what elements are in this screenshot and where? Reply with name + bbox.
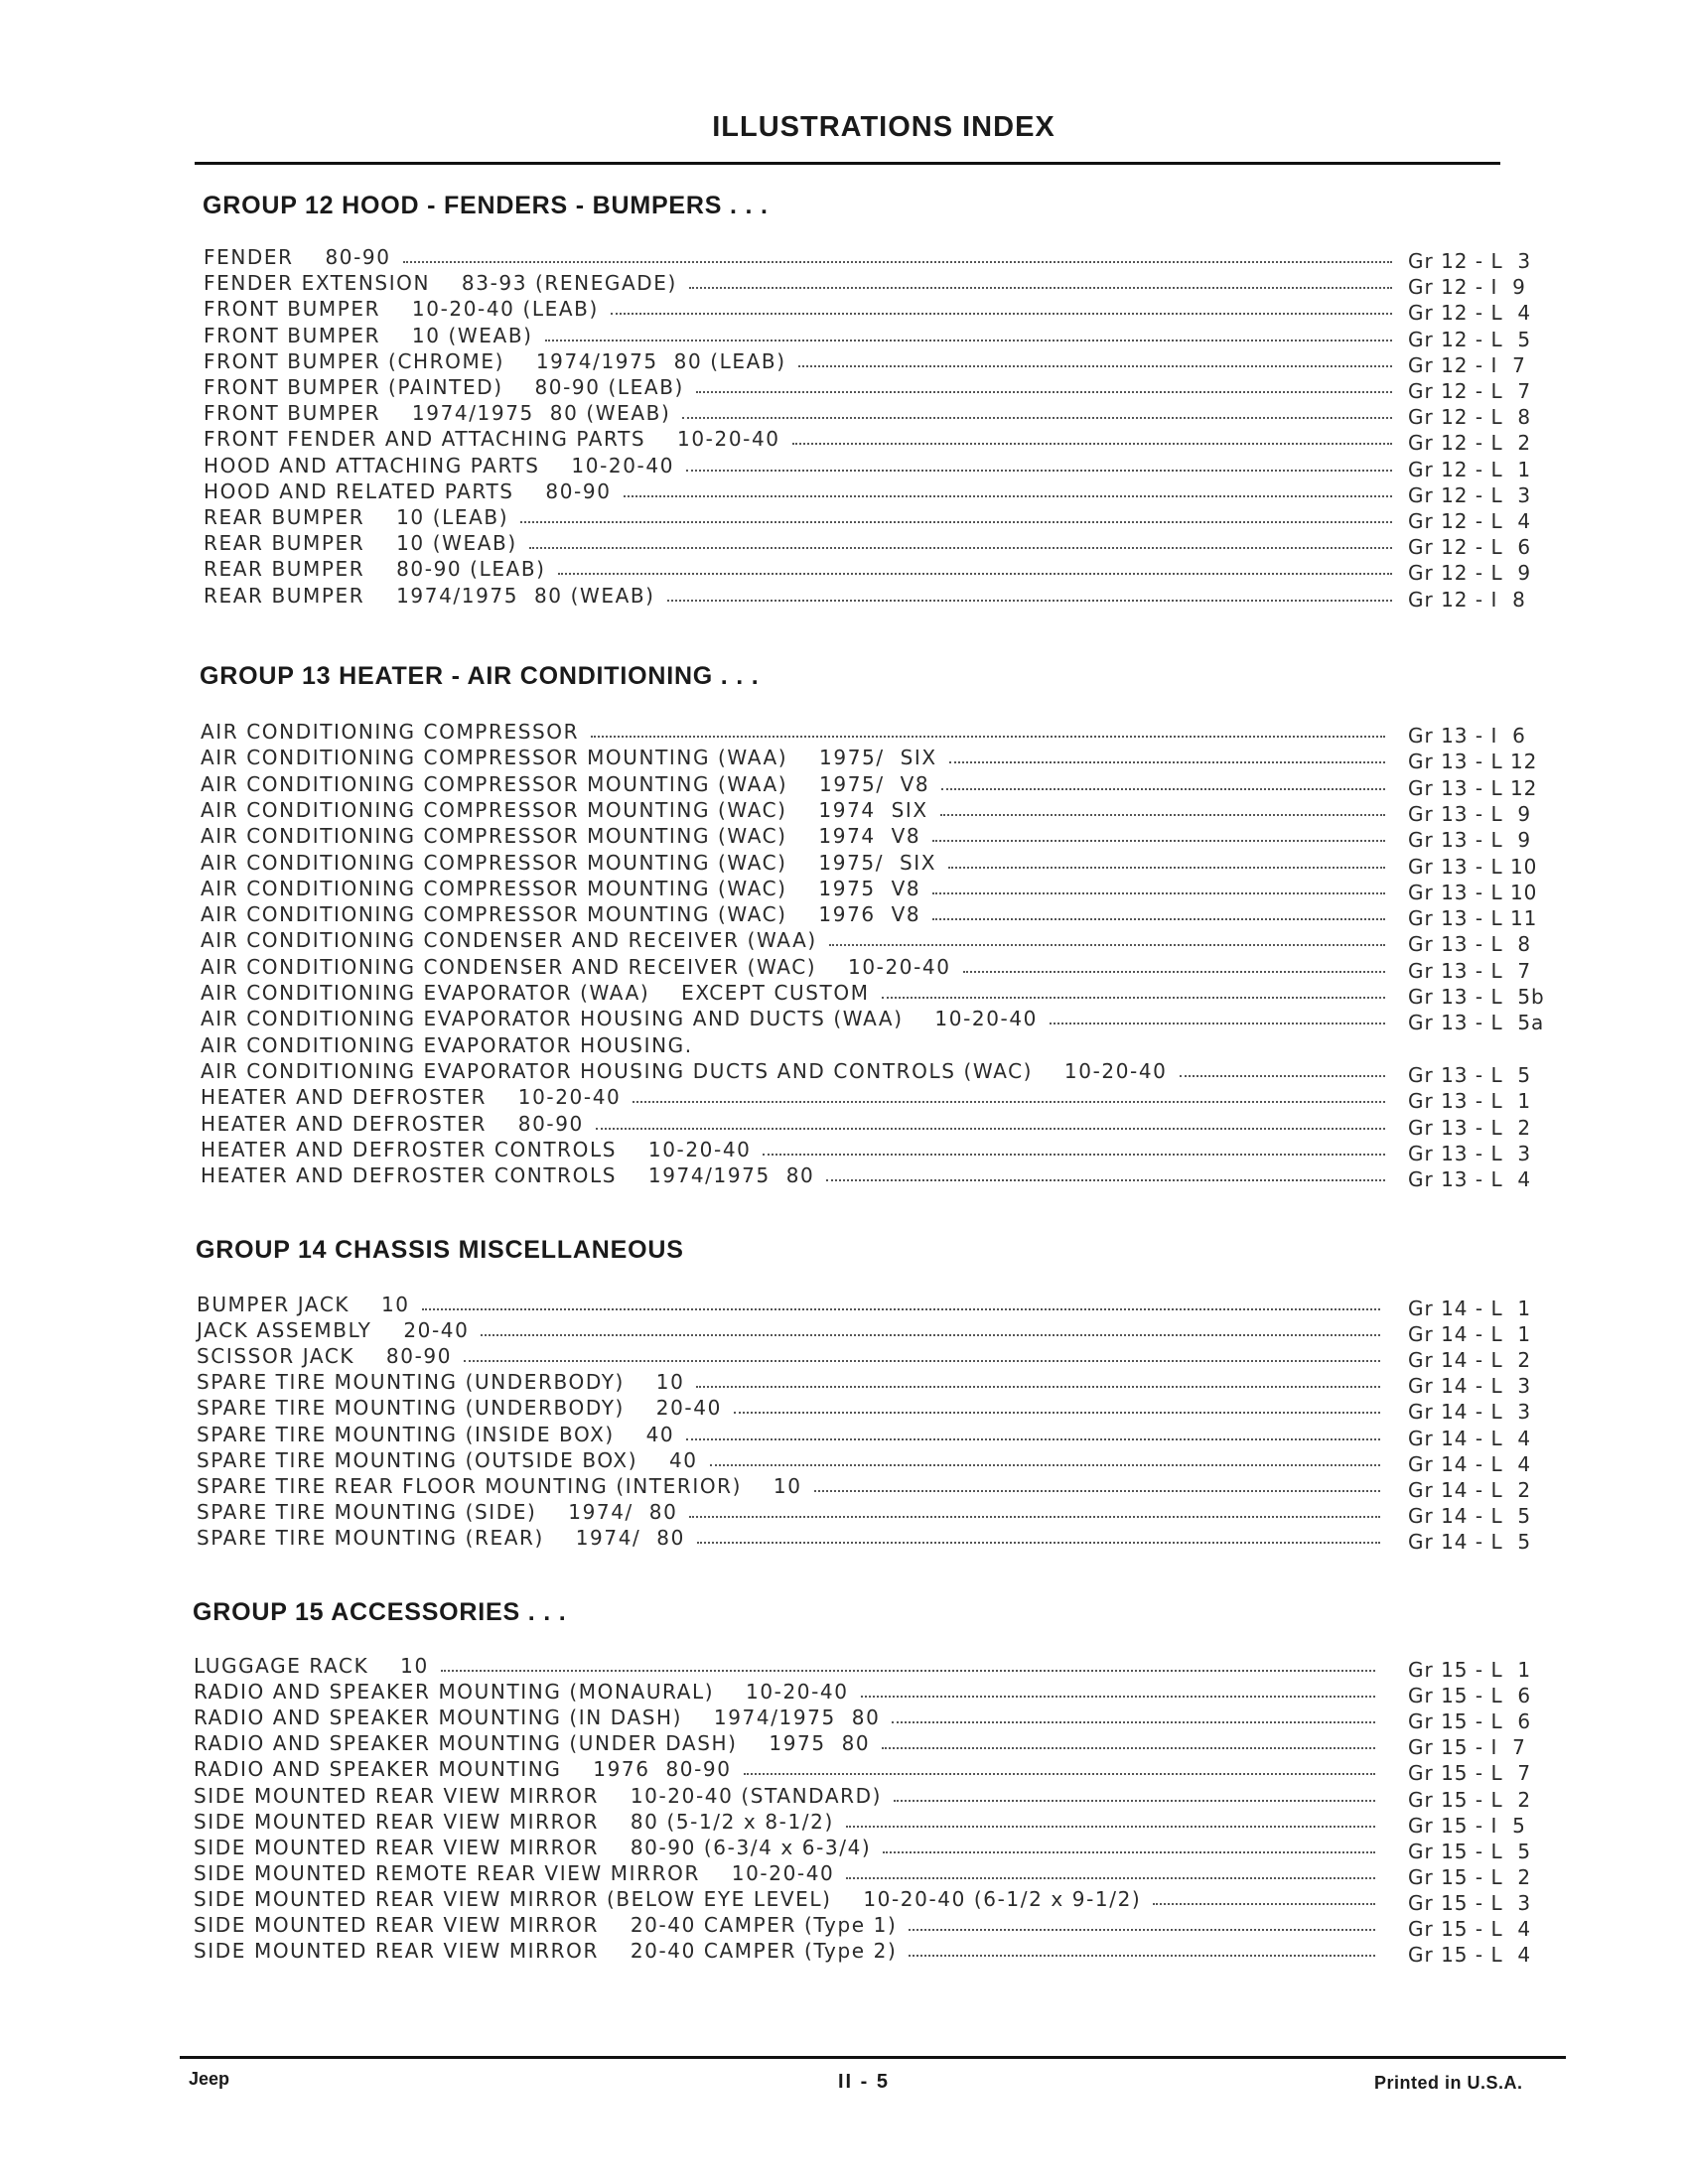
index-entry bbox=[0, 1810, 1688, 1836]
entry-reference: Gr 14 - L 5 bbox=[1408, 1530, 1532, 1554]
entry-reference: Gr 12 - L 9 bbox=[1408, 561, 1532, 585]
entry-reference: Gr 13 - L 12 bbox=[1408, 750, 1538, 773]
entry-reference: Gr 15 - L 7 bbox=[1408, 1761, 1532, 1785]
entry-reference: Gr 12 - I 7 bbox=[1408, 353, 1526, 377]
entry-reference: Gr 12 - L 7 bbox=[1408, 379, 1532, 403]
entry-reference: Gr 13 - L 10 bbox=[1408, 881, 1538, 904]
entry-description: AIR CONDITIONING CONDENSER AND RECEIVER (WAC) 10-20-40 bbox=[201, 955, 951, 979]
entry-description: RADIO AND SPEAKER MOUNTING (IN DASH) 1974/1975 80 bbox=[194, 1706, 881, 1729]
entry-description: AIR CONDITIONING COMPRESSOR MOUNTING (WAC) 1975/ SIX bbox=[201, 851, 937, 875]
entry-reference: Gr 13 - L 5 bbox=[1408, 1063, 1532, 1087]
entry-reference: Gr 15 - L 6 bbox=[1408, 1709, 1532, 1733]
entry-description: AIR CONDITIONING COMPRESSOR MOUNTING (WAC) 1974 SIX bbox=[201, 798, 928, 822]
entry-reference: Gr 12 - L 6 bbox=[1408, 535, 1532, 559]
dot-leader bbox=[894, 1794, 1375, 1802]
dot-leader bbox=[763, 1148, 1385, 1156]
entry-reference: Gr 13 - L 11 bbox=[1408, 906, 1538, 930]
index-entry bbox=[0, 1939, 1688, 1965]
index-entry bbox=[0, 401, 1688, 427]
entry-description: HEATER AND DEFROSTER 80-90 bbox=[201, 1112, 584, 1136]
entry-description: AIR CONDITIONING COMPRESSOR MOUNTING (WAC) 1976 V8 bbox=[201, 902, 921, 926]
dot-leader bbox=[689, 1510, 1380, 1518]
index-entry bbox=[0, 531, 1688, 557]
index-entry bbox=[0, 1500, 1688, 1526]
entry-reference: Gr 12 - L 1 bbox=[1408, 458, 1532, 481]
entry-description: SCISSOR JACK 80-90 bbox=[197, 1344, 453, 1368]
entry-description: AIR CONDITIONING EVAPORATOR HOUSING DUCTS AND CONTROLS (WAC) 10-20-40 bbox=[201, 1059, 1168, 1083]
group-heading: GROUP 12 HOOD - FENDERS - BUMPERS . . . bbox=[203, 192, 769, 219]
dot-leader bbox=[932, 834, 1385, 842]
entry-description: REAR BUMPER 10 (WEAB) bbox=[204, 531, 517, 555]
entry-description: AIR CONDITIONING COMPRESSOR MOUNTING (WAC) 1975 V8 bbox=[201, 877, 921, 900]
entry-reference: Gr 13 - L 7 bbox=[1408, 959, 1532, 983]
entry-description: FRONT BUMPER (CHROME) 1974/1975 80 (LEAB) bbox=[204, 349, 786, 373]
dot-leader bbox=[596, 1122, 1385, 1130]
entry-description: AIR CONDITIONING EVAPORATOR (WAA) EXCEPT CUSTOM bbox=[201, 981, 870, 1005]
dot-leader bbox=[963, 965, 1385, 973]
entry-reference: Gr 14 - L 2 bbox=[1408, 1478, 1532, 1502]
entry-reference: Gr 12 - L 3 bbox=[1408, 249, 1532, 273]
dot-leader bbox=[710, 1458, 1380, 1466]
index-entry bbox=[0, 1318, 1688, 1344]
entry-reference: Gr 13 - L 8 bbox=[1408, 932, 1532, 956]
entry-description: LUGGAGE RACK 10 bbox=[194, 1654, 429, 1678]
entry-reference: Gr 12 - L 2 bbox=[1408, 431, 1532, 455]
index-entry bbox=[0, 271, 1688, 297]
index-entry bbox=[0, 324, 1688, 349]
index-entry bbox=[0, 1423, 1688, 1448]
entry-description: SIDE MOUNTED REAR VIEW MIRROR 80 (5-1/2 x 8-1/2) bbox=[194, 1810, 834, 1834]
dot-leader bbox=[909, 1923, 1375, 1931]
dot-leader bbox=[744, 1767, 1375, 1775]
entry-reference: Gr 15 - I 7 bbox=[1408, 1735, 1526, 1759]
dot-leader bbox=[932, 912, 1385, 920]
entry-reference: Gr 14 - L 5 bbox=[1408, 1504, 1532, 1528]
entry-reference: Gr 15 - I 5 bbox=[1408, 1814, 1526, 1838]
entry-description: SPARE TIRE MOUNTING (UNDERBODY) 10 bbox=[197, 1370, 685, 1394]
index-entry bbox=[0, 1059, 1688, 1085]
dot-leader bbox=[481, 1328, 1380, 1336]
dot-leader bbox=[558, 567, 1392, 575]
entry-description: HEATER AND DEFROSTER 10-20-40 bbox=[201, 1085, 622, 1109]
index-entry bbox=[0, 1033, 1688, 1059]
index-entry bbox=[0, 772, 1688, 798]
page-title: ILLUSTRATIONS INDEX bbox=[712, 111, 1055, 143]
index-entry bbox=[0, 1138, 1688, 1163]
dot-leader bbox=[948, 861, 1385, 869]
entry-description: REAR BUMPER 10 (LEAB) bbox=[204, 505, 509, 529]
index-entry bbox=[0, 1836, 1688, 1861]
entry-description: AIR CONDITIONING COMPRESSOR MOUNTING (WAA) 1975/ V8 bbox=[201, 772, 930, 796]
entry-description: AIR CONDITIONING COMPRESSOR bbox=[201, 720, 580, 744]
entry-description: SIDE MOUNTED REAR VIEW MIRROR (BELOW EYE LEVEL) 10-20-40 (6-1/2 x 9-1/2) bbox=[194, 1887, 1142, 1911]
entry-description: SPARE TIRE REAR FLOOR MOUNTING (INTERIOR) 10 bbox=[197, 1474, 802, 1498]
index-entry bbox=[0, 1731, 1688, 1757]
entry-reference: Gr 13 - L 5b bbox=[1408, 985, 1545, 1009]
index-entry bbox=[0, 1293, 1688, 1318]
index-entry bbox=[0, 1007, 1688, 1032]
dot-leader bbox=[829, 938, 1385, 946]
entry-description: BUMPER JACK 10 bbox=[197, 1293, 410, 1316]
index-entry bbox=[0, 297, 1688, 323]
index-entry bbox=[0, 1448, 1688, 1474]
index-entry bbox=[0, 798, 1688, 824]
index-entry bbox=[0, 1112, 1688, 1138]
entry-description: AIR CONDITIONING CONDENSER AND RECEIVER (WAA) bbox=[201, 928, 817, 952]
entry-description: HOOD AND RELATED PARTS 80-90 bbox=[204, 479, 612, 503]
index-entry bbox=[0, 584, 1688, 610]
index-entry bbox=[0, 1887, 1688, 1913]
index-entry bbox=[0, 375, 1688, 401]
entry-reference: Gr 15 - L 2 bbox=[1408, 1865, 1532, 1889]
dot-leader bbox=[696, 1380, 1380, 1388]
entry-reference: Gr 12 - L 8 bbox=[1408, 405, 1532, 429]
dot-leader bbox=[611, 307, 1392, 315]
dot-leader bbox=[932, 887, 1385, 894]
entry-reference: Gr 12 - L 3 bbox=[1408, 483, 1532, 507]
page-number: II - 5 bbox=[837, 2071, 890, 2093]
dot-leader bbox=[633, 1095, 1385, 1103]
dot-leader bbox=[686, 1433, 1380, 1440]
entry-reference: Gr 14 - L 1 bbox=[1408, 1322, 1532, 1346]
index-entry bbox=[0, 1370, 1688, 1396]
entry-reference: Gr 14 - L 4 bbox=[1408, 1427, 1532, 1450]
index-entry bbox=[0, 427, 1688, 453]
index-entry bbox=[0, 824, 1688, 850]
entry-reference: Gr 12 - L 4 bbox=[1408, 301, 1532, 325]
entry-description: SIDE MOUNTED REAR VIEW MIRROR 80-90 (6-3/4 x 6-3/4) bbox=[194, 1836, 872, 1859]
entry-reference: Gr 12 - I 9 bbox=[1408, 275, 1526, 299]
dot-leader bbox=[882, 1741, 1375, 1749]
entry-description: AIR CONDITIONING EVAPORATOR HOUSING AND DUCTS (WAA) 10-20-40 bbox=[201, 1007, 1039, 1030]
index-entry bbox=[0, 1526, 1688, 1552]
group-heading: GROUP 13 HEATER - AIR CONDITIONING . . . bbox=[200, 662, 760, 690]
footer-brand: Jeep bbox=[189, 2069, 230, 2089]
dot-leader bbox=[861, 1690, 1375, 1698]
entry-description: RADIO AND SPEAKER MOUNTING (MONAURAL) 10-20-40 bbox=[194, 1680, 849, 1704]
dot-leader bbox=[689, 281, 1392, 289]
index-entry bbox=[0, 746, 1688, 771]
entry-description: AIR CONDITIONING COMPRESSOR MOUNTING (WAC) 1974 V8 bbox=[201, 824, 921, 848]
entry-reference: Gr 15 - L 4 bbox=[1408, 1943, 1532, 1967]
dot-leader bbox=[909, 1949, 1375, 1957]
entry-reference: Gr 14 - L 3 bbox=[1408, 1374, 1532, 1398]
index-entry bbox=[0, 557, 1688, 583]
index-entry bbox=[0, 479, 1688, 505]
index-entry bbox=[0, 1163, 1688, 1189]
dot-leader bbox=[1153, 1897, 1375, 1905]
dot-leader bbox=[682, 411, 1392, 419]
index-entry bbox=[0, 1861, 1688, 1887]
entry-description: SIDE MOUNTED REAR VIEW MIRROR 10-20-40 (STANDARD) bbox=[194, 1784, 883, 1808]
entry-reference: Gr 12 - I 8 bbox=[1408, 588, 1526, 612]
entry-description: SPARE TIRE MOUNTING (UNDERBODY) 20-40 bbox=[197, 1396, 722, 1420]
index-entry bbox=[0, 1344, 1688, 1370]
entry-reference: Gr 15 - L 4 bbox=[1408, 1917, 1532, 1941]
entry-reference: Gr 13 - L 4 bbox=[1408, 1167, 1532, 1191]
entry-description: FRONT FENDER AND ATTACHING PARTS 10-20-40 bbox=[204, 427, 780, 451]
dot-leader bbox=[545, 334, 1392, 341]
entry-reference: Gr 13 - L 12 bbox=[1408, 776, 1538, 800]
footer-rule bbox=[180, 2056, 1566, 2059]
dot-leader bbox=[667, 594, 1392, 602]
dot-leader bbox=[883, 1845, 1375, 1853]
entry-description: SPARE TIRE MOUNTING (SIDE) 1974/ 80 bbox=[197, 1500, 678, 1524]
entry-reference: Gr 14 - L 1 bbox=[1408, 1297, 1532, 1320]
dot-leader bbox=[798, 359, 1392, 367]
index-entry bbox=[0, 1913, 1688, 1939]
index-entry bbox=[0, 1654, 1688, 1680]
entry-description: AIR CONDITIONING EVAPORATOR HOUSING. bbox=[201, 1033, 693, 1057]
entry-description: HEATER AND DEFROSTER CONTROLS 1974/1975 80 bbox=[201, 1163, 815, 1187]
index-entry bbox=[0, 1396, 1688, 1422]
entry-reference: Gr 15 - L 3 bbox=[1408, 1891, 1532, 1915]
entry-description: AIR CONDITIONING COMPRESSOR MOUNTING (WAA) 1975/ SIX bbox=[201, 746, 937, 769]
index-entry bbox=[0, 1474, 1688, 1500]
index-entry bbox=[0, 349, 1688, 375]
entry-reference: Gr 13 - L 5a bbox=[1408, 1011, 1545, 1034]
dot-leader bbox=[686, 464, 1392, 472]
entry-reference: Gr 13 - L 9 bbox=[1408, 828, 1532, 852]
entry-description: REAR BUMPER 80-90 (LEAB) bbox=[204, 557, 546, 581]
index-entry bbox=[0, 902, 1688, 928]
entry-description: SPARE TIRE MOUNTING (REAR) 1974/ 80 bbox=[197, 1526, 685, 1550]
dot-leader bbox=[792, 437, 1392, 445]
dot-leader bbox=[846, 1820, 1375, 1828]
index-entry bbox=[0, 505, 1688, 531]
index-entry bbox=[0, 720, 1688, 746]
entry-description: SIDE MOUNTED REAR VIEW MIRROR 20-40 CAMPER (Type 1) bbox=[194, 1913, 898, 1937]
entry-description: SIDE MOUNTED REMOTE REAR VIEW MIRROR 10-20-40 bbox=[194, 1861, 835, 1885]
dot-leader bbox=[591, 730, 1385, 738]
entry-description: SPARE TIRE MOUNTING (OUTSIDE BOX) 40 bbox=[197, 1448, 698, 1472]
dot-leader bbox=[882, 991, 1385, 999]
dot-leader bbox=[464, 1354, 1380, 1362]
dot-leader bbox=[696, 385, 1392, 393]
entry-reference: Gr 12 - L 5 bbox=[1408, 328, 1532, 351]
entry-description: HOOD AND ATTACHING PARTS 10-20-40 bbox=[204, 454, 675, 478]
dot-leader bbox=[1180, 1069, 1385, 1077]
dot-leader bbox=[1050, 1017, 1385, 1024]
entry-reference: Gr 14 - L 2 bbox=[1408, 1348, 1532, 1372]
entry-description: HEATER AND DEFROSTER CONTROLS 10-20-40 bbox=[201, 1138, 752, 1161]
index-entry bbox=[0, 851, 1688, 877]
entry-reference: Gr 13 - L 10 bbox=[1408, 855, 1538, 879]
dot-leader bbox=[529, 541, 1392, 549]
entry-reference: Gr 13 - L 1 bbox=[1408, 1089, 1532, 1113]
title-rule bbox=[195, 162, 1500, 165]
entry-reference: Gr 12 - L 4 bbox=[1408, 509, 1532, 533]
dot-leader bbox=[940, 808, 1385, 816]
entry-reference: Gr 15 - L 5 bbox=[1408, 1840, 1532, 1863]
dot-leader bbox=[441, 1664, 1375, 1672]
entry-description: JACK ASSEMBLY 20-40 bbox=[197, 1318, 470, 1342]
dot-leader bbox=[846, 1871, 1375, 1879]
entry-reference: Gr 13 - I 6 bbox=[1408, 724, 1526, 748]
index-entry bbox=[0, 1680, 1688, 1706]
index-entry bbox=[0, 928, 1688, 954]
entry-description: FRONT BUMPER (PAINTED) 80-90 (LEAB) bbox=[204, 375, 684, 399]
entry-reference: Gr 14 - L 3 bbox=[1408, 1400, 1532, 1424]
index-entry bbox=[0, 1085, 1688, 1111]
dot-leader bbox=[403, 255, 1392, 263]
dot-leader bbox=[624, 489, 1392, 497]
entry-description: REAR BUMPER 1974/1975 80 (WEAB) bbox=[204, 584, 655, 608]
index-entry bbox=[0, 1784, 1688, 1810]
index-entry bbox=[0, 1706, 1688, 1731]
entry-description: FRONT BUMPER 10-20-40 (LEAB) bbox=[204, 297, 599, 321]
entry-reference: Gr 13 - L 9 bbox=[1408, 802, 1532, 826]
entry-description: FENDER EXTENSION 83-93 (RENEGADE) bbox=[204, 271, 677, 295]
entry-reference: Gr 13 - L 3 bbox=[1408, 1142, 1532, 1165]
index-entry bbox=[0, 454, 1688, 479]
entry-description: SIDE MOUNTED REAR VIEW MIRROR 20-40 CAMPER (Type 2) bbox=[194, 1939, 898, 1963]
entry-reference: Gr 15 - L 2 bbox=[1408, 1788, 1532, 1812]
dot-leader bbox=[520, 515, 1392, 523]
dot-leader bbox=[814, 1484, 1380, 1492]
dot-leader bbox=[697, 1536, 1380, 1544]
index-entry bbox=[0, 955, 1688, 981]
dot-leader bbox=[892, 1715, 1375, 1723]
dot-leader bbox=[422, 1302, 1380, 1310]
entry-description: FRONT BUMPER 10 (WEAB) bbox=[204, 324, 533, 347]
index-entry bbox=[0, 1757, 1688, 1783]
entry-description: SPARE TIRE MOUNTING (INSIDE BOX) 40 bbox=[197, 1423, 675, 1446]
entry-description: RADIO AND SPEAKER MOUNTING (UNDER DASH) 1975 80 bbox=[194, 1731, 871, 1755]
index-entry bbox=[0, 981, 1688, 1007]
group-heading: GROUP 15 ACCESSORIES . . . bbox=[193, 1598, 567, 1626]
entry-reference: Gr 13 - L 2 bbox=[1408, 1116, 1532, 1140]
dot-leader bbox=[949, 755, 1385, 763]
index-entry bbox=[0, 877, 1688, 902]
entry-reference: Gr 15 - L 1 bbox=[1408, 1658, 1532, 1682]
entry-reference: Gr 15 - L 6 bbox=[1408, 1684, 1532, 1707]
entry-reference: Gr 14 - L 4 bbox=[1408, 1452, 1532, 1476]
footer-printed: Printed in U.S.A. bbox=[1374, 2073, 1523, 2093]
index-entry bbox=[0, 245, 1688, 271]
dot-leader bbox=[826, 1173, 1385, 1181]
entry-description: FRONT BUMPER 1974/1975 80 (WEAB) bbox=[204, 401, 671, 425]
dot-leader bbox=[734, 1406, 1380, 1414]
group-heading: GROUP 14 CHASSIS MISCELLANEOUS bbox=[196, 1236, 684, 1264]
entry-description: RADIO AND SPEAKER MOUNTING 1976 80-90 bbox=[194, 1757, 732, 1781]
entry-description: FENDER 80-90 bbox=[204, 245, 391, 269]
dot-leader bbox=[941, 782, 1385, 790]
